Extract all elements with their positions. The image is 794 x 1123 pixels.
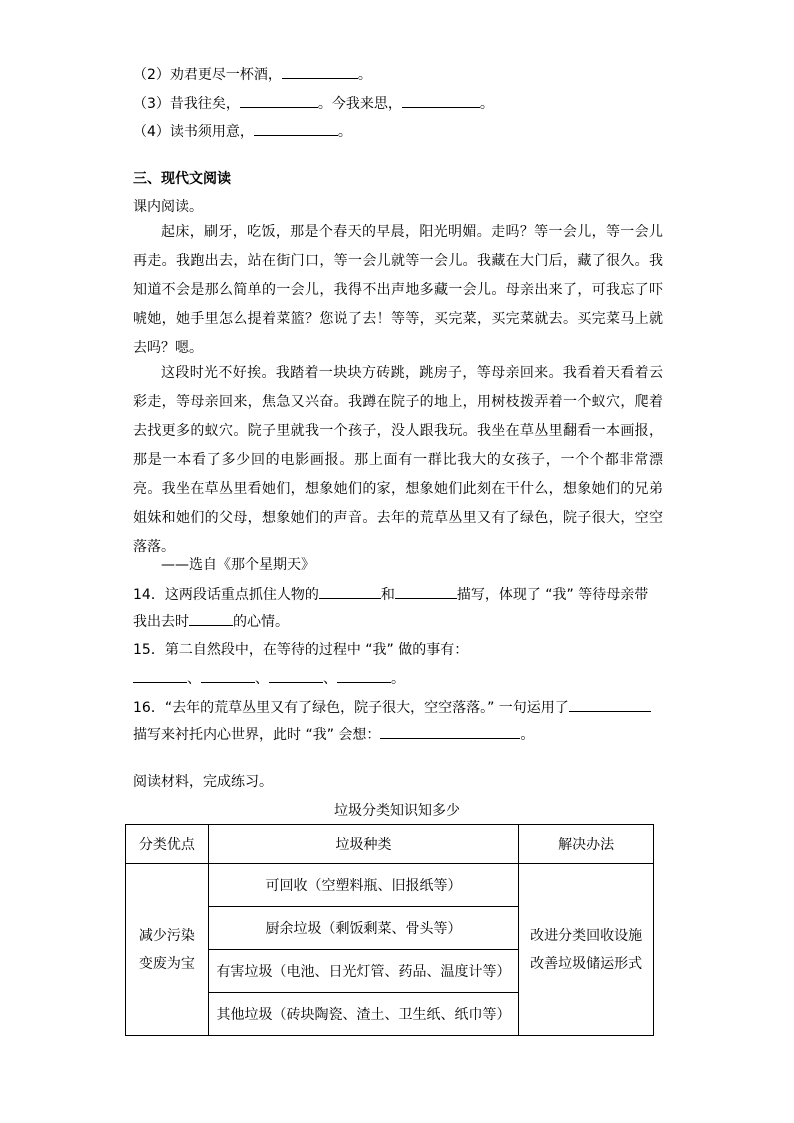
question-text: 我出去时 bbox=[133, 614, 189, 630]
table-header-row bbox=[126, 825, 654, 864]
question-15: 15．第二自然段中，在等待的过程中 “我” 做的事有： bbox=[133, 642, 469, 658]
sub-heading: 课内阅读。 bbox=[133, 199, 203, 215]
question-text: 。 bbox=[479, 96, 494, 112]
answer-blank[interactable] bbox=[395, 584, 457, 599]
question-16-line-2 bbox=[133, 724, 534, 745]
answer-blank[interactable] bbox=[133, 668, 187, 683]
garbage-sort-table bbox=[125, 824, 654, 1036]
question-text: （3）昔我往矣， bbox=[133, 96, 240, 112]
question-text: 描写，体现了 “我” 等待母亲带 bbox=[456, 587, 649, 603]
question-text: 和 bbox=[380, 587, 395, 603]
question-text: 描写来衬托内心世界，此时 “我” 会想： bbox=[133, 727, 381, 743]
advantage-item: 减少污染 bbox=[138, 927, 195, 944]
fill-question-4 bbox=[133, 121, 352, 142]
question-text: 。今我来思， bbox=[317, 96, 402, 112]
question-16-line-1 bbox=[133, 697, 651, 718]
answer-blank[interactable] bbox=[569, 697, 651, 712]
question-14-line-2 bbox=[133, 611, 289, 632]
question-text: 。 bbox=[337, 124, 352, 140]
passage-paragraph-2: 这段时光不好挨。我踏着一块块方砖跳，跳房子，等母亲回来。我看着天看着云彩走，等母亲回来，焦急又兴奋。我蹲在院子的地上，用树枝拨弄着一个蚁穴，爬着去找更多的蚁穴。院子里就我一个孩子，没人跟我玩。我坐在草丛里翻看一本画报，那是一本看了多少回的电影画报。那上面有一群比我大的女孩子，一个个都非常漂亮。我坐在草丛里看她们，想象她们的家，想象她们此刻在干什么，想象她们的兄弟姐妹和她们的父母，想象她们的声音。去年的荒草丛里又有了绿色，院子很大，空空落落。 bbox=[133, 365, 663, 555]
type-recyclable: 可回收（空塑料瓶、旧报纸等） bbox=[208, 864, 518, 907]
answer-blank[interactable] bbox=[282, 64, 358, 79]
answer-blank[interactable] bbox=[319, 584, 381, 599]
question-14-line-1 bbox=[133, 584, 648, 605]
fill-question-2 bbox=[133, 64, 372, 85]
table-row bbox=[126, 864, 654, 907]
separator: 。 bbox=[391, 671, 405, 687]
answer-blank[interactable] bbox=[254, 121, 338, 136]
type-hazardous: 有害垃圾（电池、日光灯管、药品、温度计等） bbox=[208, 950, 518, 993]
header-advantages: 分类优点 bbox=[126, 825, 209, 864]
separator: 、 bbox=[323, 671, 337, 687]
section-heading: 三、现代文阅读 bbox=[133, 171, 231, 187]
question-text: 。 bbox=[520, 727, 535, 743]
question-text: 。 bbox=[357, 67, 372, 83]
question-text: 的心情。 bbox=[233, 614, 289, 630]
passage-paragraph-1: 起床，刷牙，吃饭，那是个春天的早晨，阳光明媚。走吗？等一会儿，等一会儿再走。我跑出去，站在街门口，等一会儿就等一会儿。我藏在大门后，藏了很久。我知道不会是那么简单的一会儿，我得不出声地多藏一会儿。母亲出来了，可我忘了吓唬她，她手里怎么提着菜篮？您说了去！等等，买完菜，买完菜就去。买完菜马上就去吗？嗯。 bbox=[133, 224, 663, 356]
question-text: （2）劝君更尽一杯酒， bbox=[133, 67, 282, 83]
answer-blank[interactable] bbox=[337, 668, 391, 683]
advantage-item: 变废为宝 bbox=[138, 955, 195, 972]
question-text: （4）读书须用意， bbox=[133, 124, 254, 140]
question-text: 16．“去年的荒草丛里又有了绿色，院子很大，空空落落。” 一句运用了 bbox=[133, 700, 569, 716]
solution-item: 改善垃圾储运形式 bbox=[530, 955, 643, 972]
type-kitchen: 厨余垃圾（剩饭剩菜、骨头等） bbox=[208, 907, 518, 950]
header-solutions: 解决办法 bbox=[519, 825, 654, 864]
fill-question-3 bbox=[133, 93, 494, 114]
answer-blank[interactable] bbox=[380, 724, 520, 739]
answer-blank[interactable] bbox=[201, 668, 255, 683]
header-types: 垃圾种类 bbox=[208, 825, 518, 864]
advantages-cell bbox=[126, 864, 209, 1036]
solution-item: 改进分类回收设施 bbox=[530, 927, 643, 944]
answer-blank[interactable] bbox=[269, 668, 323, 683]
table-title: 垃圾分类知识知多少 bbox=[334, 803, 460, 819]
solutions-cell bbox=[519, 864, 654, 1036]
answer-blank[interactable] bbox=[402, 93, 480, 108]
separator: 、 bbox=[255, 671, 269, 687]
reading-intro: 阅读材料，完成练习。 bbox=[133, 774, 273, 790]
separator: 、 bbox=[187, 671, 201, 687]
passage-source: ——选自《那个星期天》 bbox=[161, 557, 315, 573]
question-text: 14．这两段话重点抓住人物的 bbox=[133, 587, 319, 603]
answer-blank[interactable] bbox=[189, 611, 233, 626]
question-15-blanks bbox=[133, 668, 405, 689]
answer-blank[interactable] bbox=[240, 93, 318, 108]
type-other: 其他垃圾（砖块陶瓷、渣土、卫生纸、纸巾等） bbox=[208, 993, 518, 1036]
